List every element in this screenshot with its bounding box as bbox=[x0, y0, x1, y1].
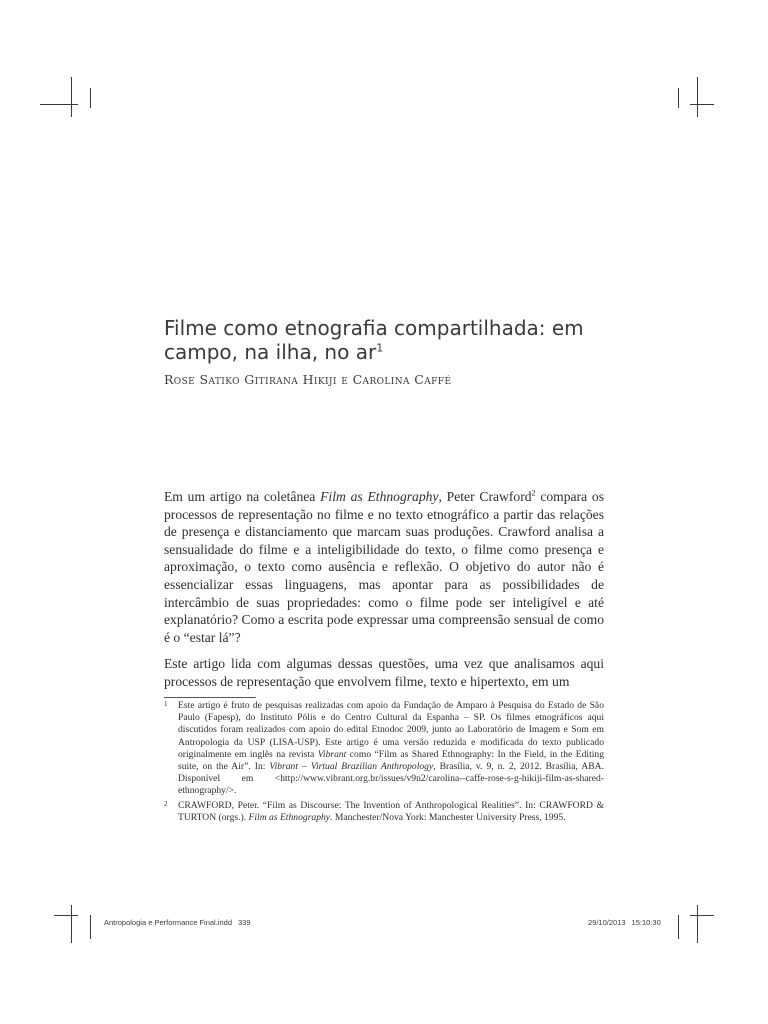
book-title-italic: Film as Ethnography bbox=[320, 489, 439, 504]
footnote-1 bbox=[164, 700, 604, 798]
slug-date: 29/10/2013 bbox=[588, 918, 626, 927]
slug-filename: Antropologia e Performance Final.indd bbox=[104, 918, 232, 927]
slug-file-info bbox=[104, 918, 251, 927]
crop-mark-top-left-v bbox=[71, 77, 72, 117]
crop-mark-bottom-left-v bbox=[71, 905, 72, 943]
crop-mark-bottom-left-h bbox=[54, 915, 78, 916]
slug-timestamp bbox=[588, 918, 661, 927]
paragraph-1-part-c: compara os processos de representação no filme e no texto etnográfico a partir das relações de presença e distanciamento que marcam suas produções. Crawford analisa a sensualidade do filme e a inteligibilidade do texto, o filme como presença e aproximação, o texto como ausência e reflexão. O objetivo do autor não é essencializar essas linguagens, mas apontar para as possibilidades de intercâmbio de suas propriedades: como o filme pode ser inteligível e até explanatório? Como a escrita pode expressar uma compreensão sensual de como é o “estar lá”? bbox=[164, 489, 605, 645]
footnote-ref-2: 2 bbox=[531, 488, 536, 498]
crop-mark-top-left-h bbox=[40, 104, 78, 105]
slug-time: 15:10:30 bbox=[631, 918, 661, 927]
footnote-2-number: 2 bbox=[164, 799, 168, 808]
paragraph-1 bbox=[164, 488, 604, 646]
footnote-1-text-c: , Brasília, v. 9, n. 2, 2012. Brasília, ABA. Disponível em <http://www.vibrant.org.br/issues/v9n2/carolina--caffe-rose-s-g-hikiji-film-as-shared-ethnography/>. bbox=[178, 761, 604, 797]
crop-mark-bottom-right-h bbox=[690, 915, 714, 916]
crop-mark-top-right-h bbox=[690, 104, 714, 105]
article-authors: Rose Satiko Gitirana Hikiji e Carolina Caffé bbox=[164, 372, 452, 387]
paragraph-2: Este artigo lida com algumas dessas questões, uma vez que analisamos aqui processos de representação que envolvem filme, texto e hipertexto, em um bbox=[164, 656, 604, 689]
footnote-2-text-a: CRAWFORD, Peter. “Film as Discourse: The Invention of Anthropological Realities”. In: CRAWFORD & TURTON (orgs.). bbox=[178, 799, 604, 823]
title-footnote-ref: 1 bbox=[376, 341, 384, 355]
footnote-1-journal-full: Vibrant – Virtual Brazilian Anthropology bbox=[269, 761, 434, 773]
paragraph-1-part-b: , Peter Crawford bbox=[438, 489, 532, 504]
footnote-rule bbox=[164, 697, 256, 698]
footnotes bbox=[164, 700, 604, 826]
article-title bbox=[164, 316, 624, 364]
footnote-2-text-b: . Manchester/Nova York: Manchester University Press, 1995. bbox=[330, 811, 566, 823]
footnote-2-book: Film as Ethnography bbox=[248, 811, 331, 823]
slug-page-number: 339 bbox=[238, 918, 251, 927]
crop-mark-top-right-v2 bbox=[678, 88, 679, 108]
crop-mark-top-left-v2 bbox=[90, 88, 91, 108]
crop-mark-bottom-left-v2 bbox=[90, 915, 91, 939]
crop-mark-top-right-v bbox=[697, 77, 698, 117]
footnote-2 bbox=[164, 800, 604, 824]
crop-mark-bottom-right-v2 bbox=[678, 915, 679, 939]
footnote-1-number: 1 bbox=[164, 700, 168, 708]
footnote-1-text-b: como “Film as Shared Ethnography: In the Field, in the Editing suite, on the Air”. In: bbox=[178, 748, 605, 773]
crop-mark-bottom-right-v bbox=[697, 905, 698, 943]
article-title-text: Filme como etnografia compartilhada: em campo, na ilha, no ar bbox=[164, 316, 584, 364]
article-body bbox=[164, 488, 604, 700]
footnote-1-journal: Vibrant bbox=[317, 748, 347, 760]
paragraph-1-part-a: Em um artigo na coletânea bbox=[164, 489, 321, 504]
footnote-1-text-a: Este artigo é fruto de pesquisas realizadas com apoio da Fundação de Amparo à Pesquisa do Estado de São Paulo (Fapesp), do Instituto Pólis e do Centro Cultural da Espanha – SP. Os filmes etnográficos aqui discutidos foram realizados com apoio do edital Etnodoc 2009, junto ao Laboratório de Imagem e Som em Antropologia da USP (LISA-USP). Este artigo é uma versão reduzida e modificada do texto publicado originalmente em inglês na revista bbox=[178, 700, 604, 760]
